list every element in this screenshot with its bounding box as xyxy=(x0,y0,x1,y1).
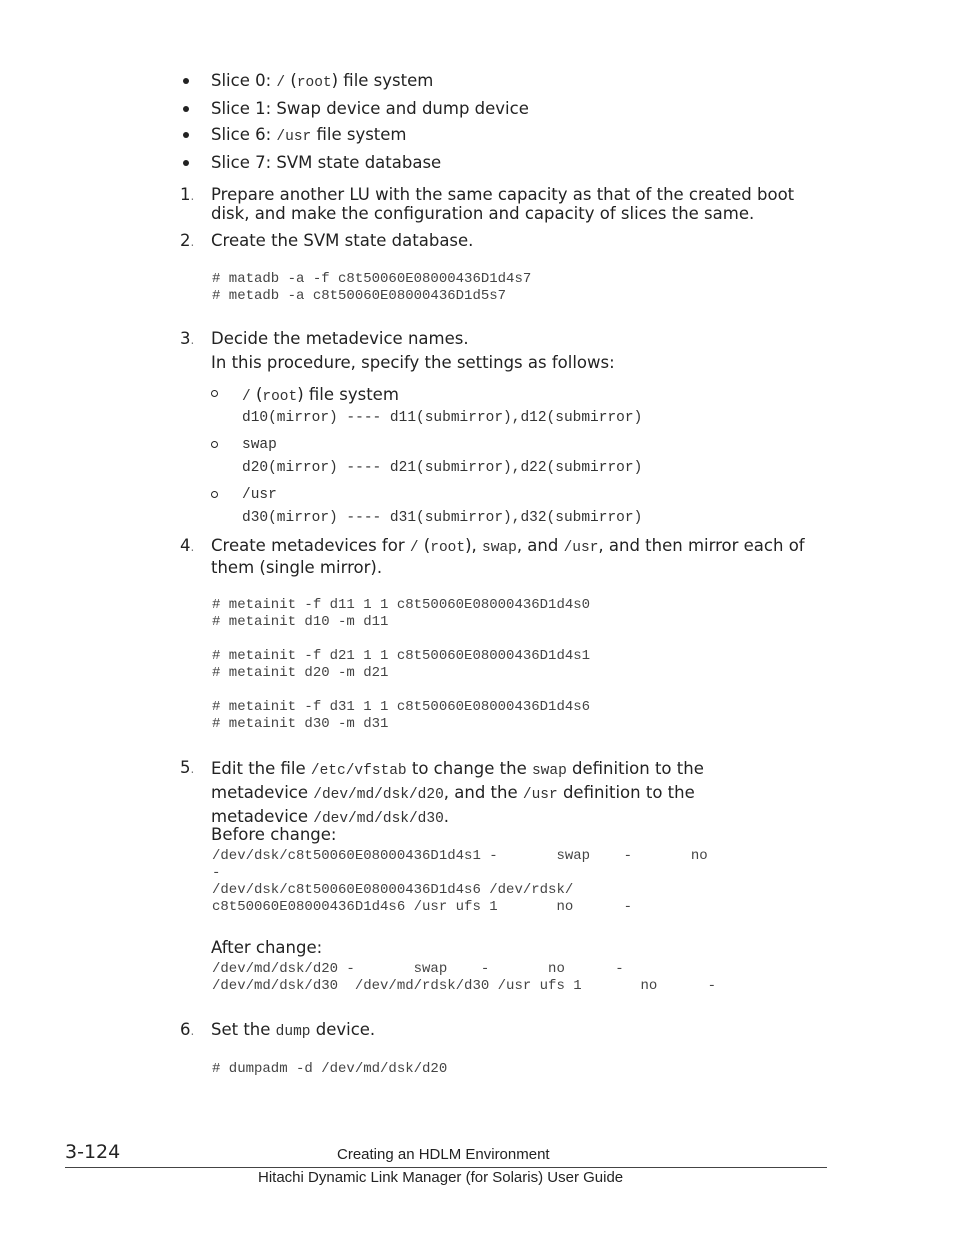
step-6-text: Set the dump device. xyxy=(211,1020,376,1040)
after-change-code: /dev/md/dsk/d20 - swap - no - /dev/md/dsk/d30 /dev/md/rdsk/d30 /usr ufs 1 no - xyxy=(212,961,717,994)
step-4-text: Create metadevices for / (root), swap, and /usr, and then mirror each of them (single mirror). xyxy=(211,536,805,577)
footer-book-title: Hitachi Dynamic Link Manager (for Solaris) User Guide xyxy=(258,1169,624,1186)
code-block: # matadb -a -f c8t50060E08000436D1d4s7 # metadb -a c8t50060E08000436D1d5s7 xyxy=(212,271,532,304)
usr-item: /usr xyxy=(242,487,277,503)
slice-0-item: Slice 0: / (root) file system xyxy=(211,71,434,91)
step-number: 2. xyxy=(180,231,195,250)
step-3-subtext: In this procedure, specify the settings as follows: xyxy=(211,353,615,372)
usr-detail: d30(mirror) ---- d31(submirror),d32(submirror) xyxy=(242,510,643,526)
bullet xyxy=(183,78,189,84)
swap-detail: d20(mirror) ---- d21(submirror),d22(submirror) xyxy=(242,460,643,476)
step-number: 4. xyxy=(180,536,195,555)
sub-bullet xyxy=(211,441,218,448)
step-number: 5. xyxy=(180,758,195,777)
bullet xyxy=(183,132,189,138)
bullet xyxy=(183,106,189,112)
page-number: 3-124 xyxy=(65,1141,121,1163)
root-item: / (root) file system xyxy=(242,385,399,405)
before-change-code: /dev/dsk/c8t50060E08000436D1d4s1 - swap - no - /dev/dsk/c8t50060E08000436D1d4s6 /dev/rdsk/ c8t50060E08000436D1d4s6 /usr ufs 1 no - xyxy=(212,848,708,915)
swap-item: swap xyxy=(242,437,277,453)
step-2-text: Create the SVM state database. xyxy=(211,231,474,250)
footer-divider xyxy=(65,1167,827,1168)
step-number: 6. xyxy=(180,1020,195,1039)
step-number: 1. xyxy=(180,185,195,204)
code-block: # metainit -f d11 1 1 c8t50060E08000436D1d4s0 # metainit d10 -m d11 # metainit -f d21 1 1 c8t50060E08000436D1d4s1 # metainit d20 -m d21 # metainit -f d31 1 1 c8t50060E08000436D1d4s6 # metainit d30 -m d31 xyxy=(212,597,591,732)
slice-6-item: Slice 6: /usr file system xyxy=(211,125,407,145)
slice-1-item: Slice 1: Swap device and dump device xyxy=(211,99,529,118)
step-1-text: Prepare another LU with the same capacity as that of the created boot disk, and make the configuration and capacity of slices the same. xyxy=(211,185,795,223)
after-change-label: After change: xyxy=(211,938,323,957)
step-number: 3. xyxy=(180,329,195,348)
bullet xyxy=(183,160,189,166)
footer-section-title: Creating an HDLM Environment xyxy=(337,1146,550,1163)
step-3-text: Decide the metadevice names. xyxy=(211,329,469,348)
sub-bullet xyxy=(211,491,218,498)
before-change-label: Before change: xyxy=(211,825,337,844)
slice-7-item: Slice 7: SVM state database xyxy=(211,153,442,172)
step-5-text: Edit the file /etc/vfstab to change the swap definition to the metadevice /dev/md/dsk/d20, and the /usr definition to the metadevice /dev/md/dsk/d30. xyxy=(211,759,704,827)
sub-bullet xyxy=(211,390,218,397)
root-detail: d10(mirror) ---- d11(submirror),d12(submirror) xyxy=(242,410,643,426)
code-block: # dumpadm -d /dev/md/dsk/d20 xyxy=(212,1061,448,1077)
